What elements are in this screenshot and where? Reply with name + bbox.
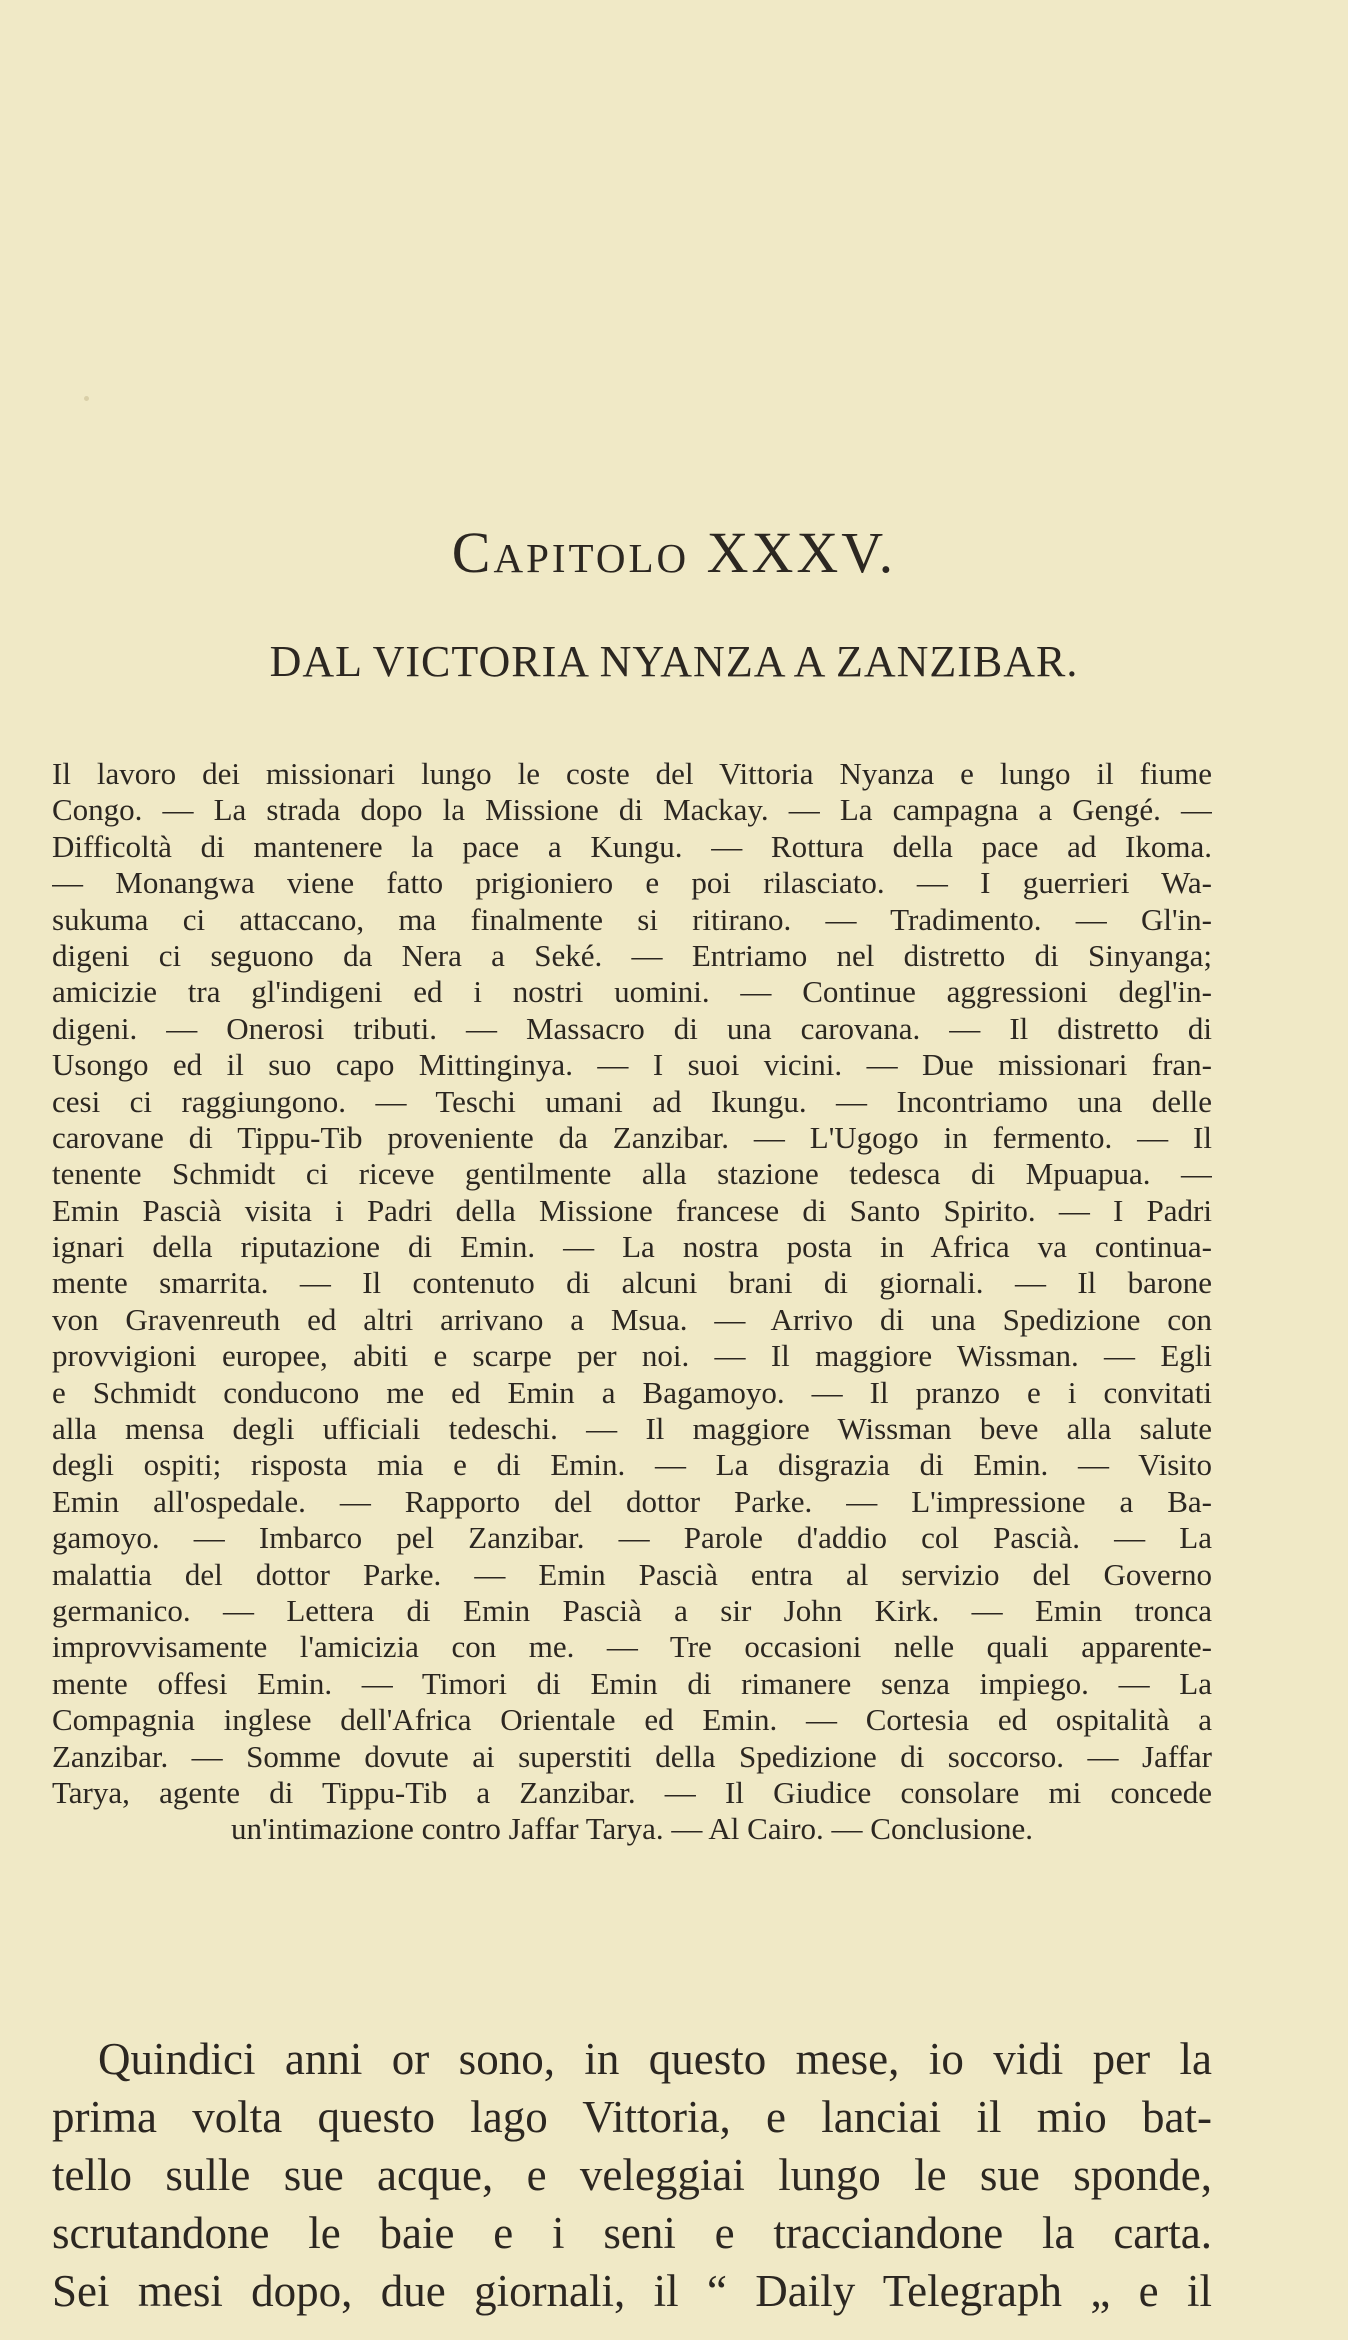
- summary-line: von Gravenreuth ed altri arrivano a Msua. — Arrivo di una Spedizione con: [52, 1301, 1212, 1337]
- summary-line: gamoyo. — Imbarco pel Zanzibar. — Parole d'addio col Pascià. — La: [52, 1520, 1212, 1556]
- summary-line: digeni ci seguono da Nera a Seké. — Entriamo nel distretto di Sinyanga;: [52, 937, 1212, 973]
- body-line: tello sulle sue acque, e veleggiai lungo le sue sponde,: [52, 2150, 1212, 2200]
- body-line: Quindici anni or sono, in questo mese, io vidi per la: [98, 2034, 1212, 2084]
- summary-line: provvigioni europee, abiti e scarpe per noi. — Il maggiore Wissman. — Egli: [52, 1338, 1212, 1374]
- summary-line: Difficoltà di mantenere la pace a Kungu. — Rottura della pace ad Ikoma.: [52, 828, 1212, 864]
- body-line: prima volta questo lago Vittoria, e lanciai il mio bat-: [52, 2092, 1212, 2142]
- summary-line: tenente Schmidt ci riceve gentilmente alla stazione tedesca di Mpuapua. —: [52, 1156, 1212, 1192]
- summary-line: malattia del dottor Parke. — Emin Pascià entra al servizio del Governo: [52, 1556, 1212, 1592]
- body-paragraph: [52, 2030, 1212, 2320]
- summary-line: digeni. — Onerosi tributi. — Massacro di una carovana. — Il distretto di: [52, 1010, 1212, 1046]
- body-line: Sei mesi dopo, due giornali, il “ Daily Telegraph „ e il: [52, 2266, 1212, 2316]
- body-line: scrutandone le baie e i seni e tracciandone la carta.: [52, 2208, 1212, 2258]
- summary-line: Il lavoro dei missionari lungo le coste del Vittoria Nyanza e lungo il fiume: [52, 756, 1212, 791]
- summary-line: — Monangwa viene fatto prigioniero e poi rilasciato. — I guerrieri Wa-: [52, 865, 1212, 901]
- summary-line: Emin all'ospedale. — Rapporto del dottor Parke. — L'impressione a Ba-: [52, 1483, 1212, 1519]
- summary-line: un'intimazione contro Jaffar Tarya. — Al Cairo. — Conclusione.: [230, 1811, 1034, 1847]
- summary-line: Emin Pascià visita i Padri della Missione francese di Santo Spirito. — I Padri: [52, 1192, 1212, 1228]
- summary-line: amicizie tra gl'indigeni ed i nostri uomini. — Continue aggressioni degl'in-: [52, 974, 1212, 1010]
- summary-line: degli ospiti; risposta mia e di Emin. — La disgrazia di Emin. — Visito: [52, 1447, 1212, 1483]
- summary-line: sukuma ci attaccano, ma finalmente si ritirano. — Tradimento. — Gl'in-: [52, 901, 1212, 937]
- summary-line: germanico. — Lettera di Emin Pascià a sir John Kirk. — Emin tronca: [52, 1592, 1212, 1628]
- chapter-subtitle: DAL VICTORIA NYANZA A ZANZIBAR.: [269, 637, 1079, 686]
- summary-line: alla mensa degli ufficiali tedeschi. — Il maggiore Wissman beve alla salute: [52, 1411, 1212, 1447]
- summary-line: e Schmidt conducono me ed Emin a Bagamoyo. — Il pranzo e i convitati: [52, 1374, 1212, 1410]
- chapter-summary: [52, 756, 1212, 1848]
- chapter-title: Capitolo XXXV.: [451, 520, 897, 585]
- summary-line: Usongo ed il suo capo Mittinginya. — I suoi vicini. — Due missionari fran-: [52, 1047, 1212, 1083]
- summary-line: Zanzibar. — Somme dovute ai superstiti della Spedizione di soccorso. — Jaffar: [52, 1738, 1212, 1774]
- summary-line: mente offesi Emin. — Timori di Emin di rimanere senza impiego. — La: [52, 1665, 1212, 1701]
- summary-line: carovane di Tippu-Tib proveniente da Zanzibar. — L'Ugogo in fermento. — Il: [52, 1119, 1212, 1155]
- summary-line: mente smarrita. — Il contenuto di alcuni brani di giornali. — Il barone: [52, 1265, 1212, 1301]
- summary-line: improvvisamente l'amicizia con me. — Tre occasioni nelle quali apparente-: [52, 1629, 1212, 1665]
- summary-line: Congo. — La strada dopo la Missione di Mackay. — La campagna a Gengé. —: [52, 792, 1212, 828]
- summary-line: Tarya, agente di Tippu-Tib a Zanzibar. — Il Giudice consolare mi concede: [52, 1774, 1212, 1810]
- paper-speck: [84, 396, 89, 401]
- summary-line: ignari della riputazione di Emin. — La nostra posta in Africa va continua-: [52, 1229, 1212, 1265]
- summary-line: cesi ci raggiungono. — Teschi umani ad Ikungu. — Incontriamo una delle: [52, 1083, 1212, 1119]
- summary-line: Compagnia inglese dell'Africa Orientale ed Emin. — Cortesia ed ospitalità a: [52, 1702, 1212, 1738]
